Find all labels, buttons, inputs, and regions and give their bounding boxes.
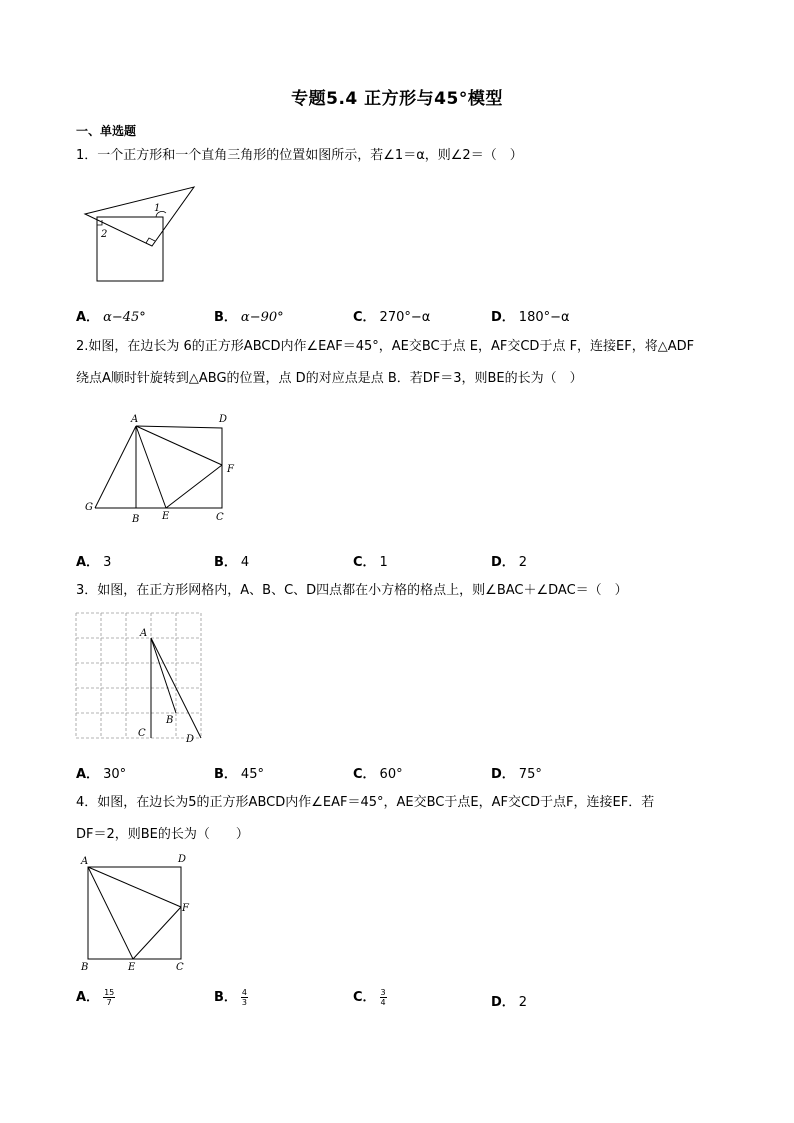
fraction: $\frac{4}{3}$	[241, 988, 248, 1007]
point-e-label: E	[128, 962, 136, 973]
point-g-label: G	[85, 502, 93, 513]
question-1-stem	[76, 146, 523, 166]
q4-option-d[interactable]: D． 2	[491, 995, 528, 1010]
q2-option-b[interactable]: B． 4	[214, 555, 250, 570]
angle-2-label: 2	[101, 229, 108, 240]
q1-option-c[interactable]: C． 270°−α	[353, 310, 431, 325]
segment-af	[136, 426, 222, 465]
q4-option-a[interactable]: A． $\frac{15}{7}$	[76, 988, 115, 1007]
question-number: 3．	[76, 583, 98, 598]
q1-option-b[interactable]: B． α−90°	[214, 310, 284, 325]
question-text: 一个正方形和一个直角三角形的位置如图所示，若∠1＝α，则∠2＝（ ）	[97, 148, 523, 163]
question-4-figure	[78, 852, 198, 974]
segment-ef	[133, 907, 181, 959]
segment-ag	[95, 426, 136, 508]
q3-option-c[interactable]: C． 60°	[353, 767, 403, 782]
q3-option-a[interactable]: A． 30°	[76, 767, 127, 782]
angle-1-label: 1	[154, 203, 161, 214]
question-text: 如图，在正方形网格内，A、B、C、D四点都在小方格的格点上，则∠BAC＋∠DAC＝（ ）	[97, 583, 628, 598]
question-text: 如图，在边长为5的正方形ABCD内作∠EAF＝45°，AE交BC于点E，AF交CD于点F，连接EF．若	[97, 795, 655, 810]
q2-option-a[interactable]: A． 3	[76, 555, 112, 570]
question-3-stem	[76, 581, 628, 601]
q2-option-d[interactable]: D． 2	[491, 555, 528, 570]
question-4-stem-line1	[76, 793, 654, 813]
right-angle-mark	[146, 238, 155, 243]
fraction: $\frac{3}{4}$	[380, 988, 386, 1007]
point-c-label: C	[176, 962, 184, 973]
segment-ef	[166, 465, 222, 508]
q2-option-c[interactable]: C． 1	[353, 555, 388, 570]
segment-ae	[136, 426, 166, 508]
question-4-stem-line2: DF＝2，则BE的长为（ ）	[76, 827, 249, 842]
segment-ae	[88, 867, 133, 959]
point-a-label: A	[81, 856, 89, 867]
q1-option-a[interactable]: A． α−45°	[76, 310, 146, 325]
question-number: 4．	[76, 795, 98, 810]
question-number: 2.	[76, 339, 89, 354]
point-c-label: C	[138, 728, 146, 739]
square-shape	[97, 217, 163, 281]
point-f-label: F	[182, 903, 189, 914]
question-2-stem-line2: 绕点A顺时针旋转到△ABG的位置，点 D的对应点是点 B．若DF＝3，则BE的长为（ ）	[76, 371, 583, 386]
point-d-label: D	[219, 414, 228, 425]
square-abcd	[88, 867, 181, 959]
point-b-label: B	[132, 514, 140, 525]
point-d-label: D	[186, 734, 195, 745]
point-b-label: B	[81, 962, 89, 973]
question-2-stem-line1	[76, 337, 694, 357]
segment-ab	[151, 638, 176, 713]
point-a-label: A	[131, 414, 139, 425]
page-title: 专题5.4 正方形与45°模型	[291, 89, 503, 109]
point-d-label: D	[178, 854, 187, 865]
q1-option-d[interactable]: D． 180°−α	[491, 310, 570, 325]
section-heading: 一、单选题	[76, 124, 137, 138]
grid-lines	[76, 613, 201, 738]
point-a-label: A	[140, 628, 148, 639]
q3-option-d[interactable]: D． 75°	[491, 767, 542, 782]
point-c-label: C	[216, 512, 224, 523]
question-1-figure	[80, 183, 200, 288]
question-number: 1．	[76, 148, 98, 163]
q4-option-c[interactable]: C． $\frac{3}{4}$	[353, 988, 386, 1007]
question-2-figure	[80, 410, 240, 525]
square-abcd	[136, 426, 222, 508]
q4-option-b[interactable]: B． $\frac{4}{3}$	[214, 988, 248, 1007]
point-e-label: E	[162, 511, 170, 522]
point-b-label: B	[166, 715, 174, 726]
fraction: $\frac{15}{7}$	[104, 988, 115, 1007]
segment-af	[88, 867, 181, 907]
q3-option-b[interactable]: B． 45°	[214, 767, 264, 782]
question-text: 如图，在边长为 6的正方形ABCD内作∠EAF＝45°，AE交BC于点 E，AF交CD于点 F，连接EF，将△ADF	[88, 339, 695, 354]
question-3-figure	[74, 610, 206, 746]
point-f-label: F	[227, 464, 234, 475]
